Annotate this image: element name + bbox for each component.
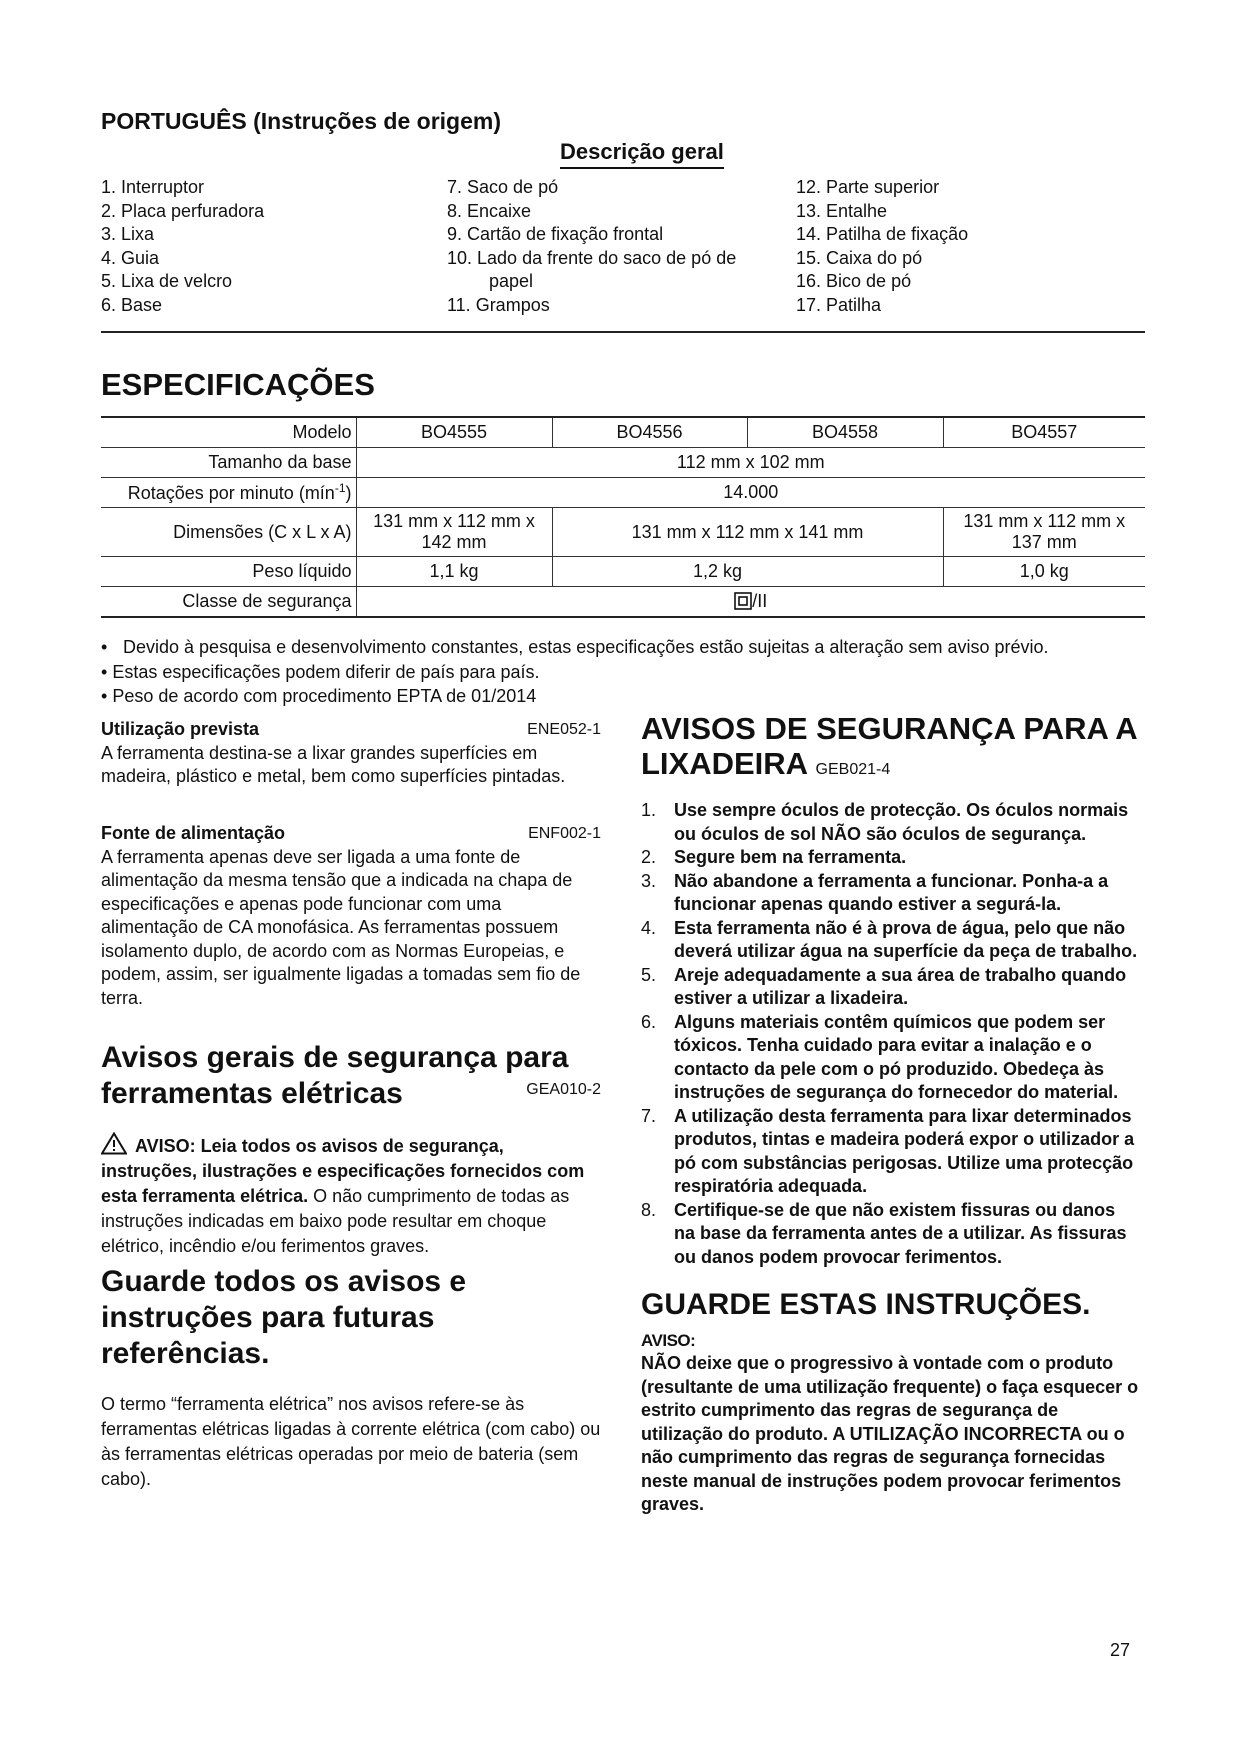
intended-use-section <box>101 718 601 789</box>
part-item: 10. Lado da frente do saco de pó de <box>447 247 737 268</box>
warning-item: 8. Certifique-se de que não existem fissuras ou danos na base da ferramenta antes de a utilizar. As fissuras ou danos podem provocar ferimentos. <box>641 1199 1127 1267</box>
warning-triangle-icon <box>101 1132 127 1155</box>
spec-row-dimensions <box>101 508 1145 557</box>
spec-value: BO4557 <box>943 417 1145 448</box>
spec-value: 131 mm x 112 mm x 141 mm <box>552 508 943 557</box>
specifications-title: ESPECIFICAÇÕES <box>101 367 375 402</box>
section-code: ENE052-1 <box>527 721 601 738</box>
part-item: 5. Lixa de velcro <box>101 271 233 291</box>
part-item: 4. Guia <box>101 247 160 268</box>
warning-item: 6. Alguns materiais contêm químicos que podem ser tóxicos. Tenha cuidado para evitar a inalação e o contacto da pele com o pó produzido. Obedeça às instruções de segurança do fornecedor do material. <box>641 1011 1119 1102</box>
spec-value: BO4556 <box>552 417 747 448</box>
spec-notes <box>101 635 1049 709</box>
warning-item: 2. Segure bem na ferramenta. <box>641 847 907 867</box>
note-item: • Estas especificações podem diferir de país para país. <box>101 661 540 682</box>
section-heading: Utilização prevista <box>101 719 260 739</box>
part-item: 6. Base <box>101 294 163 315</box>
spec-value: 131 mm x 112 mm x 142 mm <box>356 508 552 557</box>
save-instructions-heading: GUARDE ESTAS INSTRUÇÕES. <box>641 1288 1091 1321</box>
part-item: 15. Caixa do pó <box>796 247 923 268</box>
sander-safety-heading: AVISOS DE SEGURANÇA PARA A LIXADEIRA GEB021-4 <box>641 711 1138 781</box>
spec-value: 14.000 <box>356 478 1145 508</box>
spec-label: Peso líquido <box>101 557 356 587</box>
warning-item: 1. Use sempre óculos de protecção. Os óculos normais ou óculos de sol NÃO são óculos de segurança. <box>641 800 1129 844</box>
section-text: A ferramenta apenas deve ser ligada a uma fonte de alimentação da mesma tensão que a indicada na chapa de especificações e apenas pode funcionar com uma alimentação de CA monofásica. As ferramentas possuem isolamento duplo, de acordo com as Normas Europeias, e podem, assim, ser igualmente ligadas a tomadas sem fio de terra. <box>101 846 581 1008</box>
aviso-label: AVISO: <box>641 1330 696 1350</box>
general-warning-text: AVISO: Leia todos os avisos de segurança, instruções, ilustrações e especificações fornecidos com esta ferramenta elétrica. O não cumprimento de todas as instruções indicadas em baixo pode resultar em choque elétrico, incêndio e/ou ferimentos graves. <box>101 1132 601 1259</box>
spec-value: 1,0 kg <box>943 557 1145 587</box>
keep-instructions-heading: Guarde todos os avisos e instruções para futuras referências. <box>101 1265 467 1370</box>
part-item: 9. Cartão de fixação frontal <box>447 224 664 244</box>
part-item: 14. Patilha de fixação <box>796 224 969 244</box>
spec-value: BO4555 <box>356 417 552 448</box>
part-item: 2. Placa perfuradora <box>101 200 265 221</box>
warning-item: 3. Não abandone a ferramenta a funcionar. Ponha-a a funcionar apenas quando estiver a segurá-la. <box>641 870 1109 914</box>
note-item: • Peso de acordo com procedimento EPTA de 01/2014 <box>101 686 537 706</box>
spec-row-rpm <box>101 478 1145 508</box>
part-item: 11. Grampos <box>447 294 550 315</box>
spec-row-weight <box>101 557 1145 587</box>
note-item: • Devido à pesquisa e desenvolvimento constantes, estas especificações estão sujeitas a alteração sem aviso prévio. <box>101 637 1049 657</box>
warning-item: 7. A utilização desta ferramenta para lixar determinados produtos, tintas e madeira poderá expor o utilizador a pó com substâncias perigosas. Utilize uma protecção respiratória adequada. <box>641 1105 1135 1196</box>
section-code: GEA010-2 <box>526 1081 601 1098</box>
section-divider <box>101 331 1145 333</box>
part-item: 16. Bico de pó <box>796 271 912 291</box>
parts-list-col2 <box>447 176 736 317</box>
spec-label: Tamanho da base <box>101 448 356 478</box>
spec-label: Modelo <box>101 417 356 448</box>
warning-item: 5. Areje adequadamente a sua área de trabalho quando estiver a utilizar a lixadeira. <box>641 964 1127 1008</box>
section-text: O termo “ferramenta elétrica” nos avisos refere-se às ferramentas elétricas ligadas à corrente elétrica (com cabo) ou às ferramentas elétricas operadas por meio de bateria (sem cabo). <box>101 1394 601 1489</box>
parts-list-col3 <box>796 176 968 317</box>
general-warnings-section <box>101 1040 601 1259</box>
sander-safety-section <box>641 711 1141 1517</box>
part-item-continued: papel <box>489 271 534 291</box>
spec-row-model <box>101 417 1145 448</box>
double-insulation-icon <box>734 592 752 610</box>
spec-value: 1,2 kg <box>552 557 943 587</box>
section-heading: Fonte de alimentação <box>101 823 286 843</box>
language-title: PORTUGUÊS (Instruções de origem) <box>101 108 502 134</box>
part-item: 12. Parte superior <box>796 177 940 197</box>
part-item: 1. Interruptor <box>101 177 205 197</box>
safety-warning-list <box>641 799 1141 1269</box>
spec-label: Dimensões (C x L x A) <box>101 508 356 557</box>
section-text: A ferramenta destina-se a lixar grandes superfícies em madeira, plástico e metal, bem como superfícies pintadas. <box>101 742 566 786</box>
part-item: 13. Entalhe <box>796 200 888 221</box>
spec-row-base-size <box>101 448 1145 478</box>
spec-value: 112 mm x 102 mm <box>356 448 1145 478</box>
warning-item: 4. Esta ferramenta não é à prova de água, pelo que não deverá utilizar água na superfície da peça de trabalho. <box>641 917 1138 961</box>
spec-value: /II <box>356 587 1145 618</box>
specifications-table <box>101 416 1145 618</box>
power-section <box>101 822 601 1010</box>
general-warnings-heading: Avisos gerais de segurança para ferramentas elétricas GEA010-2 <box>101 1041 601 1110</box>
part-item: 3. Lixa <box>101 224 155 244</box>
parts-list-col1 <box>101 176 264 317</box>
spec-value: BO4558 <box>747 417 943 448</box>
page-number: 27 <box>1110 1640 1131 1660</box>
spec-row-safety-class <box>101 587 1145 618</box>
part-item: 17. Patilha <box>796 294 882 315</box>
spec-label: Rotações por minuto (mín$^{-1}$) <box>101 478 356 508</box>
section-code: ENF002-1 <box>528 825 601 842</box>
spec-value: 131 mm x 112 mm x 137 mm <box>943 508 1145 557</box>
keep-instructions-section <box>101 1264 601 1492</box>
spec-label: Classe de segurança <box>101 587 356 618</box>
part-item: 7. Saco de pó <box>447 177 559 197</box>
aviso-text: NÃO deixe que o progressivo à vontade com o produto (resultante de uma utilização frequente) o faça esquecer o estrito cumprimento das regras de segurança de utilização do produto. A UTILIZAÇÃO INCORRECTA ou o não cumprimento das regras de segurança fornecidas neste manual de instruções podem provocar ferimentos graves. <box>641 1353 1139 1514</box>
part-item: 8. Encaixe <box>447 200 532 221</box>
description-title: Descrição geral <box>560 139 724 169</box>
spec-value: 1,1 kg <box>356 557 552 587</box>
